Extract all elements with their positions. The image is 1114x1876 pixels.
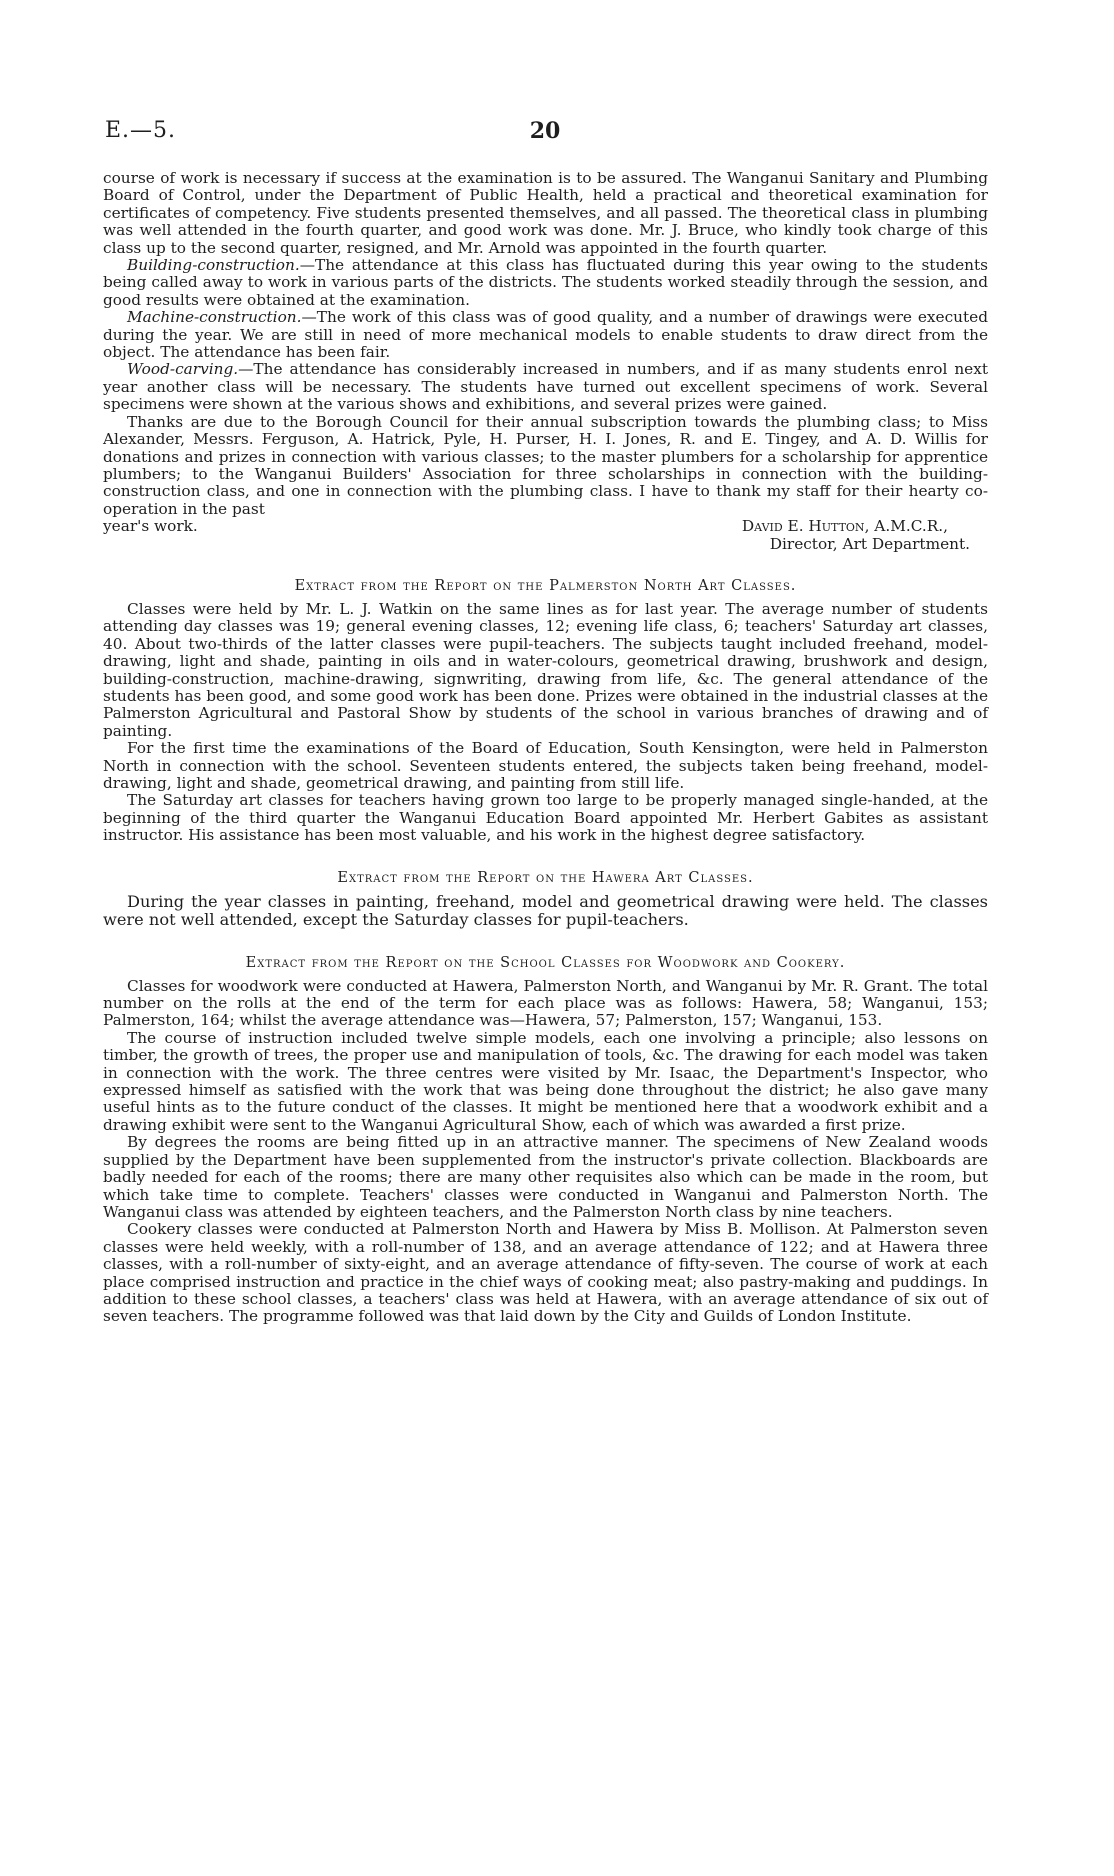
paragraph-text: —The work of this class was of good quality, and a number of drawings were executed during the year. We are still in need of more mechanical models to enable students to draw direct from the object. The attendance has been fair. (103, 308, 988, 362)
signature-lead-text: year's work. (103, 517, 198, 536)
paragraph-wood-carving (103, 361, 988, 413)
woodwork-cookery-report (103, 954, 988, 1326)
paragraph: During the year classes in painting, freehand, model and geometrical drawing were held. The classes were not well attended, except the Saturday classes for pupil-teachers. (103, 891, 988, 930)
paragraph-text: —The attendance at this class has fluctuated during this year owing to the students being called away to work in various parts of the districts. The students worked steadily through the session, and good results were obtained at the examination. (103, 256, 988, 309)
paragraph-lead: Machine-construction. (127, 308, 302, 327)
signatory (742, 518, 988, 535)
signatory-qualifications: , A.M.C.R., (864, 517, 948, 536)
paragraph-lead: Building-construction. (127, 256, 300, 275)
paragraph-plumbing: course of work is necessary if success at the examination is to be assured. The Wanganui Sanitary and Plumbing Board of Control, under the Department of Public Health, held a practical and theoretical examination for certificates of competency. Five students presented themselves, and all passed. The theoretical class in plumbing was well attended in the fourth quarter, and good work was done. Mr. J. Bruce, who kindly took charge of this class up to the second quarter, resigned, and Mr. Arnold was appointed in the fourth quarter. (103, 169, 988, 257)
signature-line (103, 518, 988, 535)
paragraph-lead: Wood-carving. (127, 360, 239, 379)
paragraph-thanks: Thanks are due to the Borough Council for their annual subscription towards the plumbing class; to Miss Alexander, Messrs. Ferguson, A. Hatrick, Pyle, H. Purser, H. I. Jones, R. and E. Tingey, and A. D. Willis for donations and prizes in connection with various classes; to the master plumbers for a scholarship for apprentice plumbers; to the Wanganui Builders' Association for three scholarships in connection with the building-construction class, and one in connection with the plumbing class. I have to thank my staff for their hearty co-operation in the past (103, 412, 988, 518)
paragraph: Classes were held by Mr. L. J. Watkin on the same lines as for last year. The average number of students attending day classes was 19; general evening classes, 12; evening life class, 6; teachers' Saturday art classes, 40. About two-thirds of the latter classes were pupil-teachers. The subjects taught included freehand, model-drawing, light and shade, painting in oils and in water-colours, geometrical drawing, brushwork and design, building-construction, machine-drawing, signwriting, drawing from life, &c. The general attendance of the students has been good, and some good work has been done. Prizes were obtained in the industrial classes at the Palmerston Agricultural and Pastoral Show by students of the school in various branches of drawing and of painting. (103, 599, 988, 740)
document-reference: E.—5. (105, 118, 177, 143)
paragraph-text: —The attendance has considerably increased in numbers, and if as many students enrol next year another class will be necessary. The students have turned out excellent specimens of work. Several specimens were shown at the various shows and exhibitions, and several prizes were gained. (103, 360, 988, 414)
signatory-title: Director, Art Department. (769, 534, 970, 553)
paragraph: The Saturday art classes for teachers having grown too large to be properly managed single-handed, at the beginning of the third quarter the Wanganui Education Board appointed Mr. Herbert Gabites as assistant instructor. His assistance has been most valuable, and his work in the highest degree satisfactory. (103, 791, 988, 845)
signatory-name: David E. Hutton (741, 517, 865, 536)
page-header (105, 118, 985, 148)
paragraph-machine-construction (103, 309, 988, 361)
wanganui-report-continuation (103, 170, 988, 553)
paragraph: For the first time the examinations of the Board of Education, South Kensington, were held in Palmerston North in connection with the school. Seventeen students entered, the subjects taken being freehand, model-drawing, light and shade, geometrical drawing, and painting from still life. (103, 739, 988, 792)
paragraph: The course of instruction included twelve simple models, each one involving a principle; also lessons on timber, the growth of trees, the proper use and manipulation of tools, &c. The drawing for each model was taken in connection with the work. The three centres were visited by Mr. Isaac, the Department's Inspector, who expressed himself as satisfied with the work that was being done throughout the district; he also gave many useful hints as to the future conduct of the classes. It might be mentioned here that a woodwork exhibit and a drawing exhibit were sent to the Wanganui Agricultural Show, each of which was awarded a first prize. (103, 1028, 988, 1134)
palmerston-north-report (103, 577, 988, 845)
paragraph: By degrees the rooms are being fitted up in an attractive manner. The specimens of New Zealand woods supplied by the Department have been supplemented from the instructor's private collection. Blackboards are badly needed for each of the rooms; there are many other requisites also which can be made in the room, but which take time to complete. Teachers' classes were conducted in Wanganui and Palmerston North. The Wanganui class was attended by eighteen teachers, and the Palmerston North class by nine teachers. (103, 1133, 988, 1221)
section-heading: Extract from the Report on the Palmerston North Art Classes. (294, 577, 797, 594)
page-body (103, 170, 988, 1326)
section-heading: Extract from the Report on the Hawera Art Classes. (337, 869, 754, 886)
paragraph-building-construction (103, 257, 988, 309)
section-heading: Extract from the Report on the School Classes for Woodwork and Cookery. (245, 954, 846, 971)
paragraph: Cookery classes were conducted at Palmerston North and Hawera by Miss B. Mollison. At Palmerston seven classes were held weekly, with a roll-number of 138, and an average attendance of 122; and at Hawera three classes, with a roll-number of sixty-eight, and an average attendance of fifty-seven. The course of work at each place comprised instruction and practice in the chief ways of cooking meat; also pastry-making and puddings. In addition to these school classes, a teachers' class was held at Hawera, with an average attendance of six out of seven teachers. The programme followed was that laid down by the City and Guilds of London Institute. (103, 1220, 988, 1326)
page-number: 20 (529, 118, 561, 144)
paragraph: Classes for woodwork were conducted at Hawera, Palmerston North, and Wanganui by Mr. R. Grant. The total number on the rolls at the end of the term for each place was as follows: Hawera, 58; Wanganui, 153; Palmerston, 164; whilst the average attendance was—Hawera, 57; Palmerston, 157; Wanganui, 153. (103, 976, 988, 1030)
hawera-report (103, 869, 988, 930)
